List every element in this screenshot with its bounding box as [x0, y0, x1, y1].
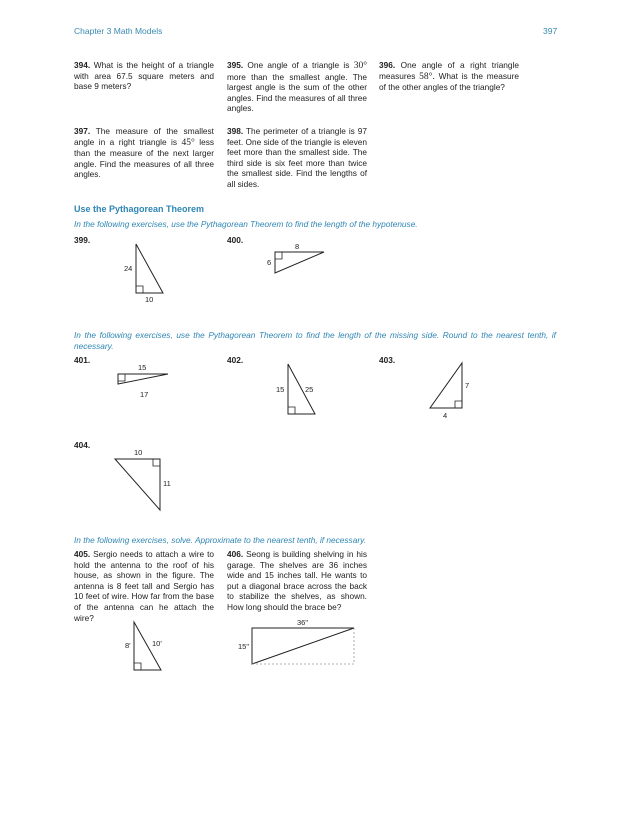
problem-number: 398. — [227, 126, 244, 136]
problem-text: Sergio needs to attach a wire to hold the antenna to the roof of his house, as shown in the figure. The antenna is 8 feet tall and Sergio has 10 feet of wire. How far from the base of the antenna can he attach the wire? — [74, 549, 214, 623]
instruction-hypotenuse: In the following exercises, use the Pythagorean Theorem to find the length of the hypotenuse. — [74, 219, 418, 229]
problem-401-number: 401. — [74, 355, 91, 365]
problem-number: 396. — [379, 60, 396, 70]
wire-length-label: 10' — [152, 639, 162, 648]
problem-400-number: 400. — [227, 235, 244, 245]
side-label: 25 — [305, 385, 314, 394]
chapter-title: Chapter 3 Math Models — [74, 26, 163, 36]
math-value: 45° — [181, 137, 195, 148]
problem-text: less than the measure of the next larger angle. Find the measures of all three angles. — [74, 136, 214, 180]
problem-text: more than the smallest angle. The largest angle is the sum of the other angles. Find the measures of all three angles. — [227, 71, 367, 114]
side-label: 8 — [295, 242, 300, 251]
side-label: 6 — [267, 258, 272, 267]
problem-402-number: 402. — [227, 355, 244, 365]
math-value: 58°. — [419, 71, 435, 82]
problem-text: What is the height of a triangle with area 67.5 square meters and base 9 meters? — [74, 60, 214, 92]
problem-text: One angle of a right triangle measures — [379, 60, 519, 81]
side-label: 17 — [140, 390, 149, 399]
math-value: 30° — [353, 61, 367, 71]
side-label: 10 — [145, 295, 154, 304]
problem-text: What is the measure of the other angles of the triangle? — [379, 70, 519, 93]
problem-399-number: 399. — [74, 235, 91, 245]
side-label: 24 — [124, 264, 133, 273]
side-label: 11 — [163, 479, 171, 488]
problem-number: 406. — [227, 549, 244, 559]
instruction-solve: In the following exercises, solve. Approximate to the nearest tenth, if necessary. — [74, 535, 366, 545]
side-label: 10 — [134, 448, 143, 457]
problem-number: 405. — [74, 549, 91, 559]
brace-triangle — [252, 628, 354, 664]
problem-403-number: 403. — [379, 355, 396, 365]
problem-number: 394. — [74, 60, 91, 70]
side-label: 15 — [276, 385, 285, 394]
problem-number: 397. — [74, 126, 91, 136]
problem-404-number: 404. — [74, 440, 91, 450]
problem-text: Seong is building shelving in his garage. The shelves are 36 inches wide and 15 inches tall. He wants to put a diagonal brace across the back to stabilize the shelves, as shown. How long should the brace be? — [227, 549, 367, 612]
problem-text: The measure of the smallest angle in a right triangle is — [74, 126, 214, 147]
side-label: 7 — [465, 381, 470, 390]
problem-number: 395. — [227, 60, 244, 70]
page-number: 397 — [543, 26, 558, 36]
problem-text: The perimeter of a triangle is 97 feet. One side of the triangle is eleven feet more than the smallest side. The third side is six feet more than twice the smallest side. Find the lengths of all sides. — [227, 126, 367, 189]
problem-text: One angle of a triangle is — [243, 60, 354, 70]
section-title: Use the Pythagorean Theorem — [74, 204, 205, 214]
antenna-height-label: 8' — [125, 641, 131, 650]
side-label: 4 — [443, 411, 448, 420]
shelf-width-label: 36" — [297, 618, 309, 627]
side-label: 15 — [138, 363, 147, 372]
shelf-height-label: 15" — [238, 642, 250, 651]
instruction-missing-side: In the following exercises, use the Pythagorean Theorem to find the length of the missing side. Round to the nearest tenth, if necessary. — [74, 330, 556, 351]
